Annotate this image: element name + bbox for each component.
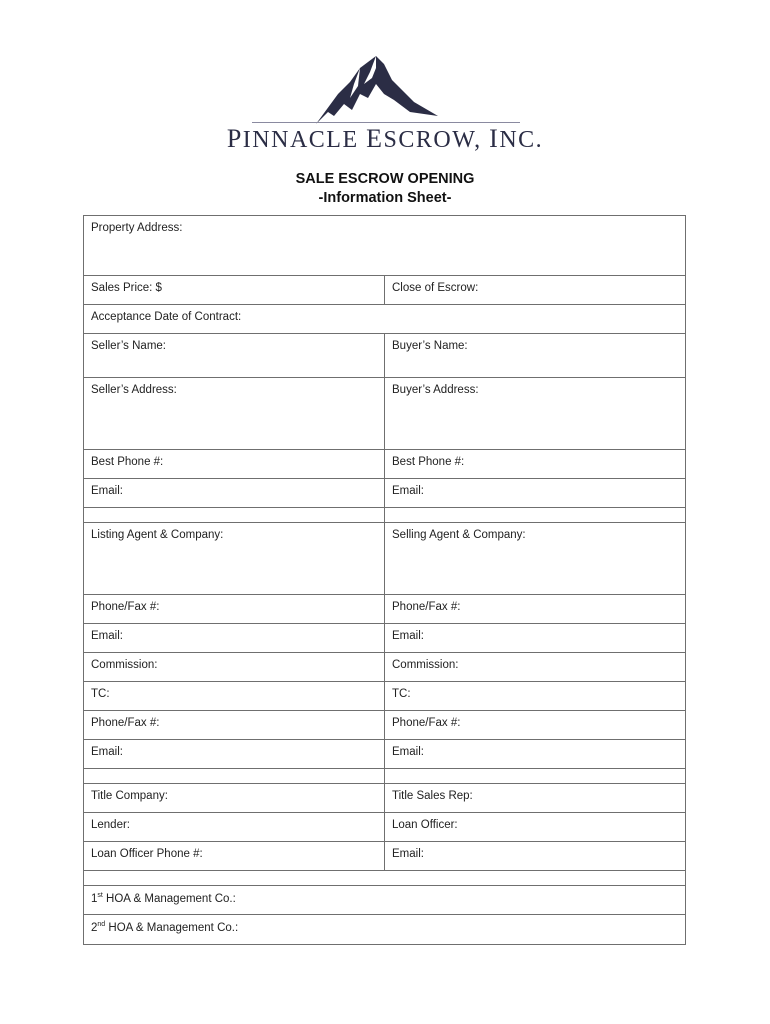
- logo-divider: [252, 122, 520, 123]
- row-spacer-1: [84, 508, 685, 523]
- row-tc-phone: [84, 711, 685, 740]
- selling-tc-field[interactable]: TC:: [392, 688, 411, 700]
- selling-tc-email-field[interactable]: Email:: [392, 746, 424, 758]
- listing-agent-field[interactable]: Listing Agent & Company:: [84, 523, 385, 594]
- listing-agent-phone-field[interactable]: Phone/Fax #:: [84, 595, 385, 623]
- form-subtitle: -Information Sheet-: [318, 190, 452, 206]
- mountain-logo-icon: [310, 54, 450, 124]
- row-agent-email: [84, 624, 685, 653]
- listing-tc-phone-field[interactable]: Phone/Fax #:: [84, 711, 385, 739]
- row-loan-officer-contact: [84, 842, 685, 871]
- loan-officer-email-field[interactable]: Email:: [392, 848, 424, 860]
- row-acceptance-date: [84, 305, 685, 334]
- close-of-escrow-field[interactable]: Close of Escrow:: [392, 282, 479, 294]
- seller-best-phone-field[interactable]: Best Phone #:: [84, 450, 385, 478]
- row-tc-email: [84, 740, 685, 769]
- seller-email-field[interactable]: Email:: [84, 479, 385, 507]
- row-spacer-2: [84, 769, 685, 784]
- row-email-1: [84, 479, 685, 508]
- row-spacer-3: [84, 871, 685, 886]
- company-logo: [0, 0, 770, 160]
- row-best-phone: [84, 450, 685, 479]
- listing-tc-email-field[interactable]: Email:: [84, 740, 385, 768]
- title-company-field[interactable]: Title Company:: [84, 784, 385, 812]
- buyers-address-field[interactable]: Buyer’s Address:: [392, 384, 479, 396]
- row-agent-phone: [84, 595, 685, 624]
- buyers-name-field[interactable]: Buyer’s Name:: [392, 340, 468, 352]
- spacer-cell: [385, 769, 685, 783]
- row-sales-price: [84, 276, 685, 305]
- spacer-cell: [385, 508, 685, 522]
- selling-agent-phone-field[interactable]: Phone/Fax #:: [392, 601, 461, 613]
- row-hoa-1: [84, 886, 685, 915]
- sellers-address-field[interactable]: Seller’s Address:: [84, 378, 385, 449]
- selling-agent-email-field[interactable]: Email:: [392, 630, 424, 642]
- row-commission: [84, 653, 685, 682]
- loan-officer-phone-field[interactable]: Loan Officer Phone #:: [84, 842, 385, 870]
- spacer-cell: [84, 871, 685, 885]
- spacer-cell: [84, 508, 385, 522]
- row-agents: [84, 523, 685, 595]
- company-name: PINNACLE ESCROW, INC.: [226, 124, 544, 153]
- property-address-field[interactable]: Property Address:: [91, 222, 183, 234]
- form-title: SALE ESCROW OPENING: [295, 171, 475, 187]
- selling-commission-field[interactable]: Commission:: [392, 659, 459, 671]
- listing-tc-field[interactable]: TC:: [84, 682, 385, 710]
- lender-field[interactable]: Lender:: [84, 813, 385, 841]
- sales-price-field[interactable]: Sales Price: $: [84, 276, 385, 304]
- selling-tc-phone-field[interactable]: Phone/Fax #:: [392, 717, 461, 729]
- listing-commission-field[interactable]: Commission:: [84, 653, 385, 681]
- hoa-2-field[interactable]: 2nd HOA & Management Co.:: [91, 921, 239, 934]
- information-form: [83, 215, 686, 945]
- buyer-email-field[interactable]: Email:: [392, 485, 424, 497]
- row-lender: [84, 813, 685, 842]
- row-hoa-2: [84, 915, 685, 944]
- row-tc: [84, 682, 685, 711]
- buyer-best-phone-field[interactable]: Best Phone #:: [392, 456, 465, 468]
- sellers-name-field[interactable]: Seller’s Name:: [84, 334, 385, 377]
- selling-agent-field[interactable]: Selling Agent & Company:: [392, 529, 526, 541]
- hoa-1-field[interactable]: 1st HOA & Management Co.:: [91, 892, 236, 905]
- loan-officer-field[interactable]: Loan Officer:: [392, 819, 458, 831]
- listing-agent-email-field[interactable]: Email:: [84, 624, 385, 652]
- row-property-address: [84, 216, 685, 276]
- row-title: [84, 784, 685, 813]
- row-addresses: [84, 378, 685, 450]
- acceptance-date-field[interactable]: Acceptance Date of Contract:: [91, 311, 242, 323]
- spacer-cell: [84, 769, 385, 783]
- row-names: [84, 334, 685, 378]
- title-sales-rep-field[interactable]: Title Sales Rep:: [392, 790, 473, 802]
